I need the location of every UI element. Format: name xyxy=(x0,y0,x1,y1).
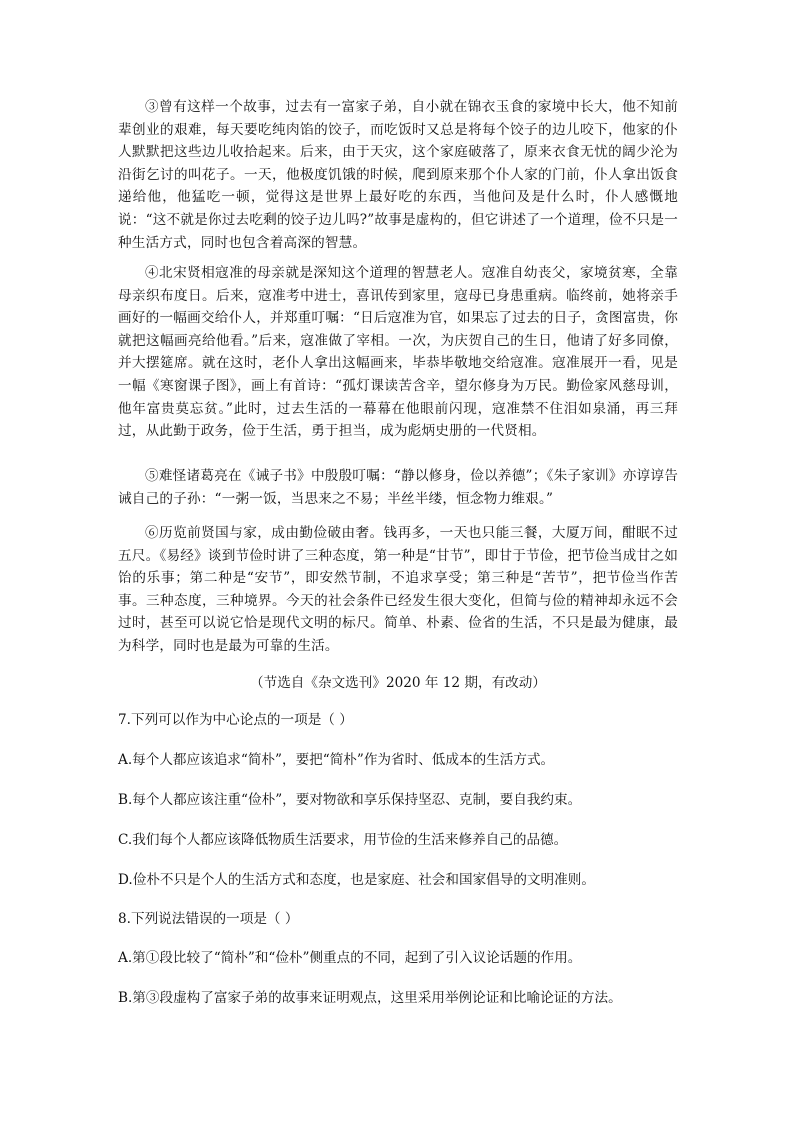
paragraph-3: ③曾有这样一个故事，过去有一富家子弟，自小就在锦衣玉食的家境中长大，他不知前辈创业的艰难，每天要吃纯肉馅的饺子，而吃饭时又总是将每个饺子的边儿咬下，他家的仆人默默把这些边儿收拾起来。后来，由于天灾，这个家庭破落了，原来衣食无忧的阔少沦为沿街乞讨的叫花子。一天，他极度饥饿的时候，爬到原来那个仆人家的门前，仆人拿出饭食递给他，他猛吃一顿，觉得这是世界上最好吃的东西，当他问及是什么时，仆人感慨地说：“这不就是你过去吃剩的饺子边儿吗?”故事是虚构的，但它讲述了一个道理，俭不只是一种生活方式，同时也包含着高深的智慧。 xyxy=(118,99,678,251)
paragraph-6: ⑥历览前贤国与家，成由勤俭破由奢。钱再多，一天也只能三餐，大厦万间，酣眠不过五尺。《易经》谈到节俭时讲了三种态度，第一种是“甘节”，即甘于节俭，把节俭当成甘之如饴的乐事；第二种是“安节”，即安然节制，不追求享受；第三种是“苦节”，把节俭当作苦事。三种态度，三种境界。今天的社会条件已经发生很大变化，但简与俭的精神却永远不会过时，甚至可以说它恰是现代文明的标尺。简单、朴素、俭省的生活，不只是最为健康，最为科学，同时也是最为可靠的生活。 xyxy=(118,525,678,654)
question-7-option-d: D.俭朴不只是个人的生活方式和态度，也是家庭、社会和国家倡导的文明准则。 xyxy=(118,872,595,888)
question-8-option-a: A.第①段比较了“简朴”和“俭朴”侧重点的不同，起到了引入议论话题的作用。 xyxy=(118,950,582,966)
question-7-option-b: B.每个人都应该注重“俭朴”，要对物欲和享乐保持坚忍、克制，要自我约束。 xyxy=(118,792,582,808)
question-7-option-a: A.每个人都应该追求“简朴”，要把“简朴”作为省时、低成本的生活方式。 xyxy=(118,752,555,768)
question-7-stem: 7.下列可以作为中心论点的一项是（ ） xyxy=(118,712,353,728)
question-8-option-b: B.第③段虚构了富家子弟的故事来证明观点，这里采用举例论证和比喻论证的方法。 xyxy=(118,990,622,1006)
paragraph-4: ④北宋贤相寇准的母亲就是深知这个道理的智慧老人。寇准自幼丧父，家境贫寒，全靠母亲织布度日。后来，寇准考中进士，喜讯传到家里，寇母已身患重病。临终前，她将亲手画好的一幅画交给仆人，并郑重叮嘱：“日后寇准为官，如果忘了过去的日子，贪图富贵，你就把这幅画亮给他看。”后来，寇准做了宰相。一次，为庆贺自己的生日，他请了好多同僚，并大摆筵席。就在这时，老仆人拿出这幅画来，毕恭毕敬地交给寇准。寇准展开一看，见是一幅《寒窗课子图》，画上有首诗：“孤灯课读苦含辛，望尔修身为万民。勤俭家风慈母训，他年富贵莫忘贫。”此时，过去生活的一幕幕在他眼前闪现，寇准禁不住泪如泉涌，再三拜过，从此勤于政务，俭于生活，勇于担当，成为彪炳史册的一代贤相。 xyxy=(118,265,678,440)
paragraph-5: ⑤难怪诸葛亮在《诫子书》中殷殷叮嘱：“静以修身，俭以养德”；《朱子家训》亦谆谆告诫自己的子孙：“一粥一饭，当思来之不易；半丝半缕，恒念物力维艰。” xyxy=(118,468,678,507)
source-note: （节选自《杂文选刊》2020 年 12 期，有改动） xyxy=(250,675,546,691)
question-8-stem: 8.下列说法错误的一项是（ ） xyxy=(118,911,299,927)
question-7-option-c: C.我们每个人都应该降低物质生活要求，用节俭的生活来修养自己的品德。 xyxy=(118,832,568,848)
